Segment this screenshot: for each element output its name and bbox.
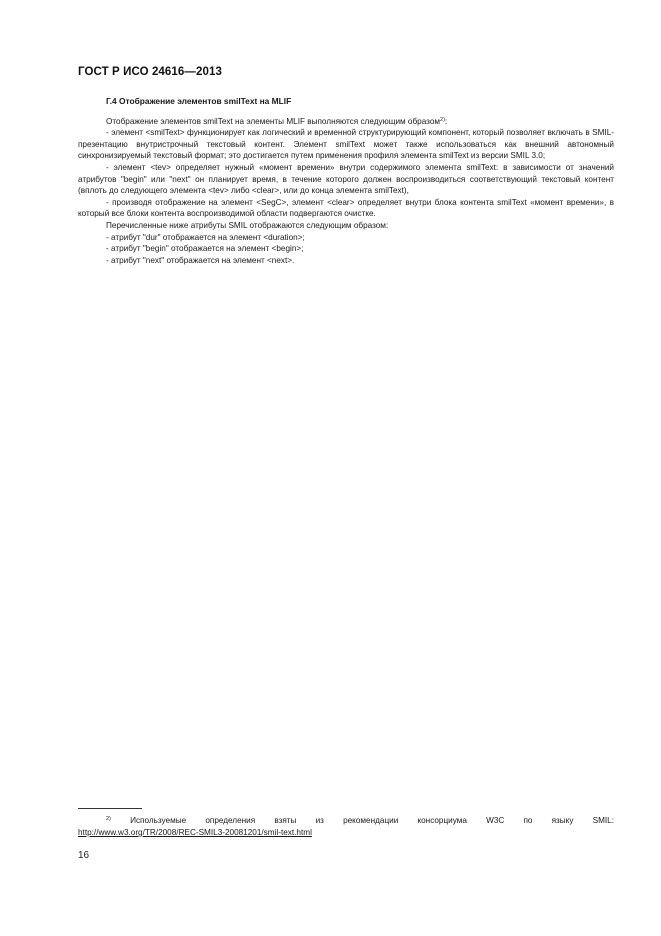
footnote-text: Используемые определения взяты из рекомендации консорциума W3C по языку SMIL:: [130, 816, 614, 825]
footnote-marker: 2): [106, 816, 111, 822]
document-header: ГОСТ Р ИСО 24616—2013: [78, 66, 223, 78]
list-item-clear: - производя отображение на элемент <SegC>, элемент <clear> определяет внутри блока контента smilText «момент времени», в который все блоки контента воспроизводимой области подвергаются очистке.: [78, 197, 614, 219]
list-item-next: - атрибут "next" отображается на элемент <next>.: [106, 255, 295, 265]
footnote-reference: 2): [440, 116, 445, 123]
footnote-url-link[interactable]: http://www.w3.org/TR/2008/REC-SMIL3-20081201/smil-text.html: [78, 828, 312, 837]
footnote-divider: [78, 808, 142, 809]
paragraph-intro-colon: :: [444, 116, 448, 126]
paragraph-attributes: Перечисленные ниже атрибуты SMIL отображаются следующим образом:: [106, 220, 389, 230]
page-number: 16: [78, 850, 90, 861]
section-title: Г.4 Отображение элементов smilText на MLIF: [106, 96, 292, 106]
paragraph-intro-text: Отображение элементов smilText на элементы MLIF выполняются следующим образом: [106, 116, 441, 126]
list-item-dur: - атрибут "dur" отображается на элемент <duration>;: [106, 232, 305, 242]
list-item-tev: - элемент <tev> определяет нужный «момент времени» внутри содержимого элемента smilText: в зависимости от значений атрибутов "begin" или "next" он планирует время, в течение которого должен воспроизводиться соответствующий текстовый контент (вплоть до следующего элемента <tev> либо <clear>, или до конца элемента smilText),: [78, 162, 614, 196]
paragraph-intro: [78, 116, 614, 128]
list-item-begin: - атрибут "begin" отображается на элемент <begin>;: [106, 244, 304, 254]
list-item-smiltext: - элемент <smilText> функционирует как логический и временной структурирующий компонент, который позволяет включать в SMIL-презентацию внутристрочный текстовый контент. Элемент smilText может также использоваться как внешний автономный синхронизируемый текстовый формат; это достигается путем применения профиля элемента smilText из версии SMIL 3.0;: [78, 128, 614, 161]
footnote-text-line: [78, 815, 614, 827]
footnote: [78, 815, 614, 839]
document-body: [78, 96, 614, 266]
